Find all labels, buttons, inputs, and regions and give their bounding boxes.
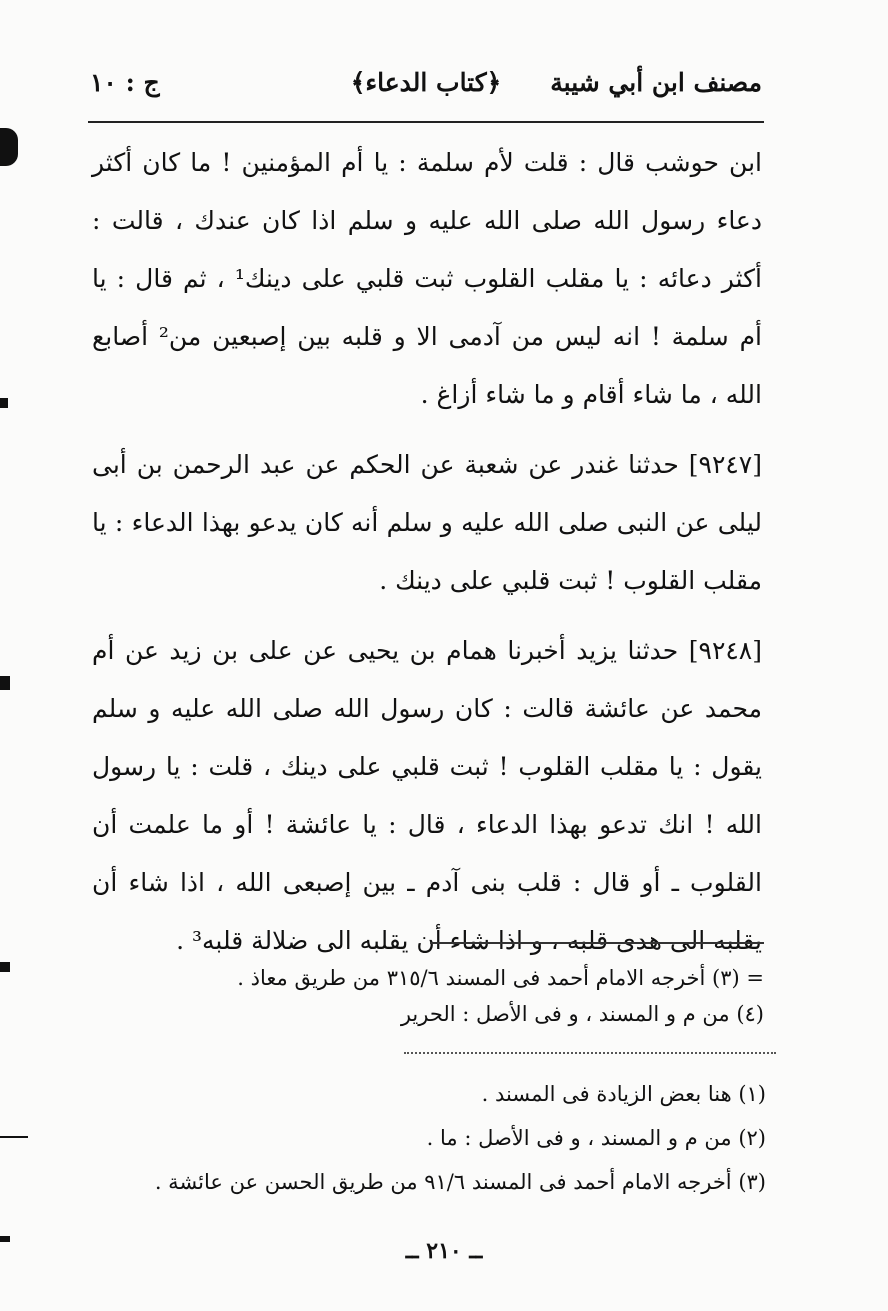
- footnote: (١) هنا بعض الزيادة فى المسند .: [481, 1082, 766, 1106]
- scan-mark: [0, 398, 8, 408]
- footnote: (٣) أخرجه الامام أحمد فى المسند ٩١/٦ من طريق الحسن عن عائشة .: [154, 1170, 766, 1194]
- volume-number: ج : ١٠: [90, 68, 160, 97]
- scan-mark: [0, 962, 10, 972]
- continued-footnotes: [220, 960, 764, 1032]
- scan-mark: [0, 1136, 28, 1138]
- footnote-divider: [430, 942, 764, 944]
- page-number: ــ ٢١٠ ــ: [405, 1238, 483, 1264]
- footnote-divider-wavy: [404, 1052, 776, 1054]
- page-header: [90, 64, 762, 108]
- paragraph: ابن حوشب قال : قلت لأم سلمة : يا أم المؤمنين ! ما كان أكثر دعاء رسول الله صلى الله عليه و سلم اذا كان عندك ، قالت : أكثر دعائه : يا مقلب القلوب ثبت قلبي على دينك¹ ، ثم قال : يا أم سلمة ! انه ليس من آدمى الا و قلبه بين إصبعين من² أصابع الله ، ما شاء أقام و ما شاء أزاغ .: [92, 148, 762, 409]
- scan-mark: [0, 128, 18, 166]
- paragraph: [٩٢٤٨] حدثنا يزيد أخبرنا همام بن يحيى عن على بن زيد عن أم محمد عن عائشة قالت : كان رسول الله صلى الله عليه و سلم يقول : يا مقلب القلوب ! ثبت قلبي على دينك ، قلت : يا رسول الله ! انك تدعو بهذا الدعاء ، قال : يا عائشة ! أو ما علمت أن القلوب ـ أو قال : قلب بنى آدم ـ بين إصبعى الله ، اذا شاء أن يقلبه الى هدى قلبه ، و اذا شاء أن يقلبه الى ضلالة قلبه³ .: [92, 636, 762, 955]
- chapter-title: ﴿كتاب الدعاء﴾: [350, 68, 502, 97]
- main-text: [92, 134, 762, 970]
- footnote: = (٣) أخرجه الامام أحمد فى المسند ٣١٥/٦ من طريق معاذ .: [237, 966, 764, 990]
- paragraph: [٩٢٤٧] حدثنا غندر عن شعبة عن الحكم عن عبد الرحمن بن أبى ليلى عن النبى صلى الله عليه و سلم أنه كان يدعو بهذا الدعاء : يا مقلب القلوب ! ثبت قلبي على دينك .: [92, 450, 762, 595]
- scan-mark: [0, 676, 10, 690]
- footnote: (٤) من م و المسند ، و فى الأصل : الحرير: [400, 1002, 764, 1026]
- book-title: مصنف ابن أبي شيبة: [550, 68, 762, 97]
- header-divider: [88, 121, 764, 123]
- scan-mark: [0, 1236, 10, 1242]
- footnotes: [120, 1072, 766, 1204]
- footnote: (٢) من م و المسند ، و فى الأصل : ما .: [426, 1126, 766, 1150]
